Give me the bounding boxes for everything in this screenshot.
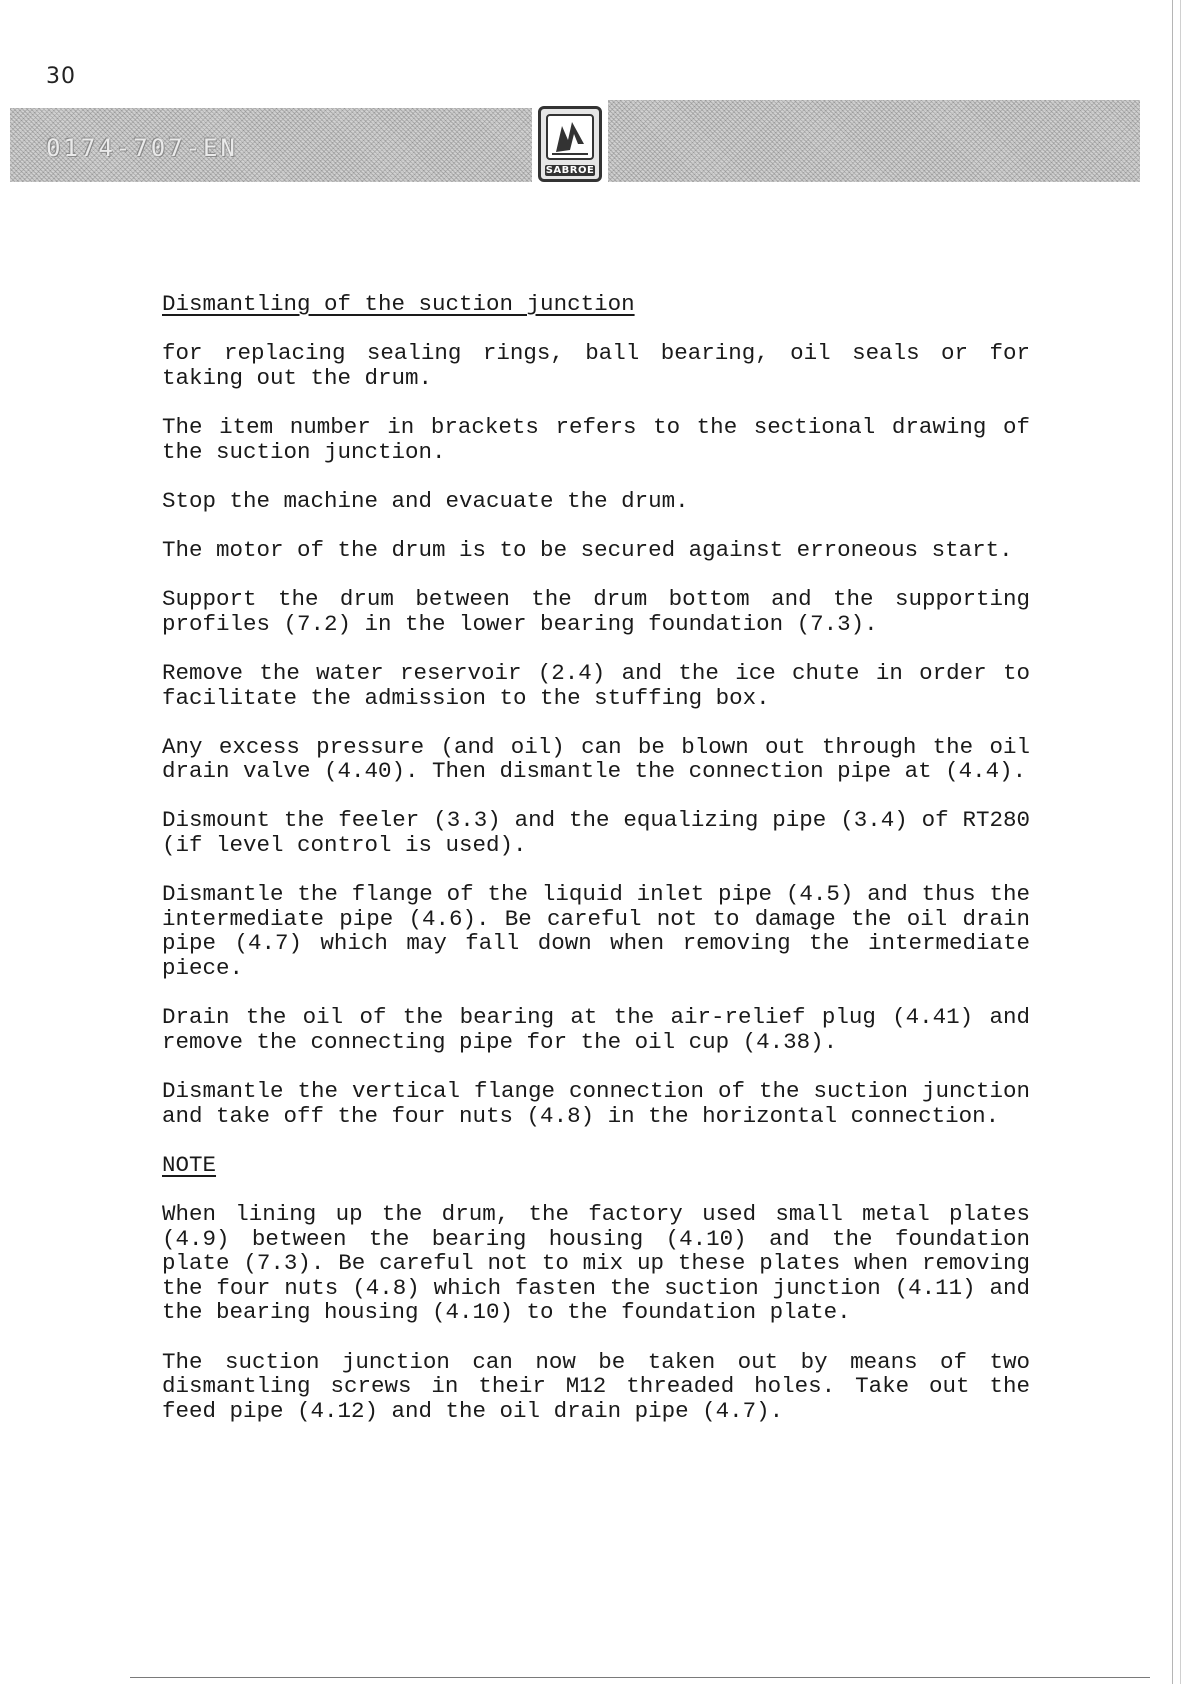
note-label: NOTE (162, 1151, 217, 1178)
paragraph: Dismount the feeler (3.3) and the equalizing pipe (3.4) of RT280 (if level control is used). (162, 807, 1030, 859)
note-paragraph: When lining up the drum, the factory used small metal plates (4.9) between the bearing housing (4.10) and the foundation plate (7.3). Be careful not to mix up these plates when removing the four nuts (4.8) which fasten the suction junction (4.11) and the bearing housing (4.10) to the foundation plate. (162, 1200, 1030, 1326)
header-band (10, 100, 1140, 182)
right-margin-rule-secondary (1180, 0, 1181, 1684)
paragraph: The motor of the drum is to be secured against erroneous start. (162, 536, 1013, 563)
paragraph: Dismantle the vertical flange connection of the suction junction and take off the four nuts (4.8) in the horizontal connection. (162, 1078, 1030, 1129)
paragraph: Support the drum between the drum bottom and the supporting profiles (7.2) in the lower bearing foundation (7.3). (162, 586, 1030, 637)
document-body (162, 292, 1030, 1448)
paragraph: Stop the machine and evacuate the drum. (162, 487, 689, 514)
logo-emblem-icon (546, 114, 594, 160)
paragraph: Remove the water reservoir (2.4) and the ice chute in order to facilitate the admission to the stuffing box. (162, 659, 1030, 711)
sabroe-logo (538, 106, 602, 182)
header-band-left (10, 108, 532, 182)
right-margin-rule (1172, 0, 1173, 1684)
document-code: 0174-707-EN (46, 134, 238, 162)
paragraph: for replacing sealing rings, ball bearing, oil seals or for taking out the drum. (162, 340, 1030, 391)
bird-emblem-icon (548, 116, 592, 158)
paragraph: Drain the oil of the bearing at the air-relief plug (4.41) and remove the connecting pipe for the oil cup (4.38). (162, 1004, 1030, 1055)
paragraph: Dismantle the flange of the liquid inlet pipe (4.5) and thus the intermediate pipe (4.6). Be careful not to damage the oil drain pipe (4.7) which may fall down when removing the intermediate piece. (162, 881, 1030, 982)
paragraph: The item number in brackets refers to the sectional drawing of the suction junction. (162, 413, 1030, 465)
paragraph: Any excess pressure (and oil) can be blown out through the oil drain valve (4.40). Then dismantle the connection pipe at (4.4). (162, 733, 1030, 785)
section-heading: Dismantling of the suction junction (162, 291, 635, 317)
page-number: 30 (46, 64, 76, 89)
bottom-rule (130, 1677, 1150, 1678)
header-band-right (608, 100, 1140, 182)
logo-text: SABROE (545, 165, 595, 176)
note-paragraph: The suction junction can now be taken out by means of two dismantling screws in their M12 threaded holes. Take out the feed pipe (4.12) and the oil drain pipe (4.7). (162, 1348, 1030, 1424)
